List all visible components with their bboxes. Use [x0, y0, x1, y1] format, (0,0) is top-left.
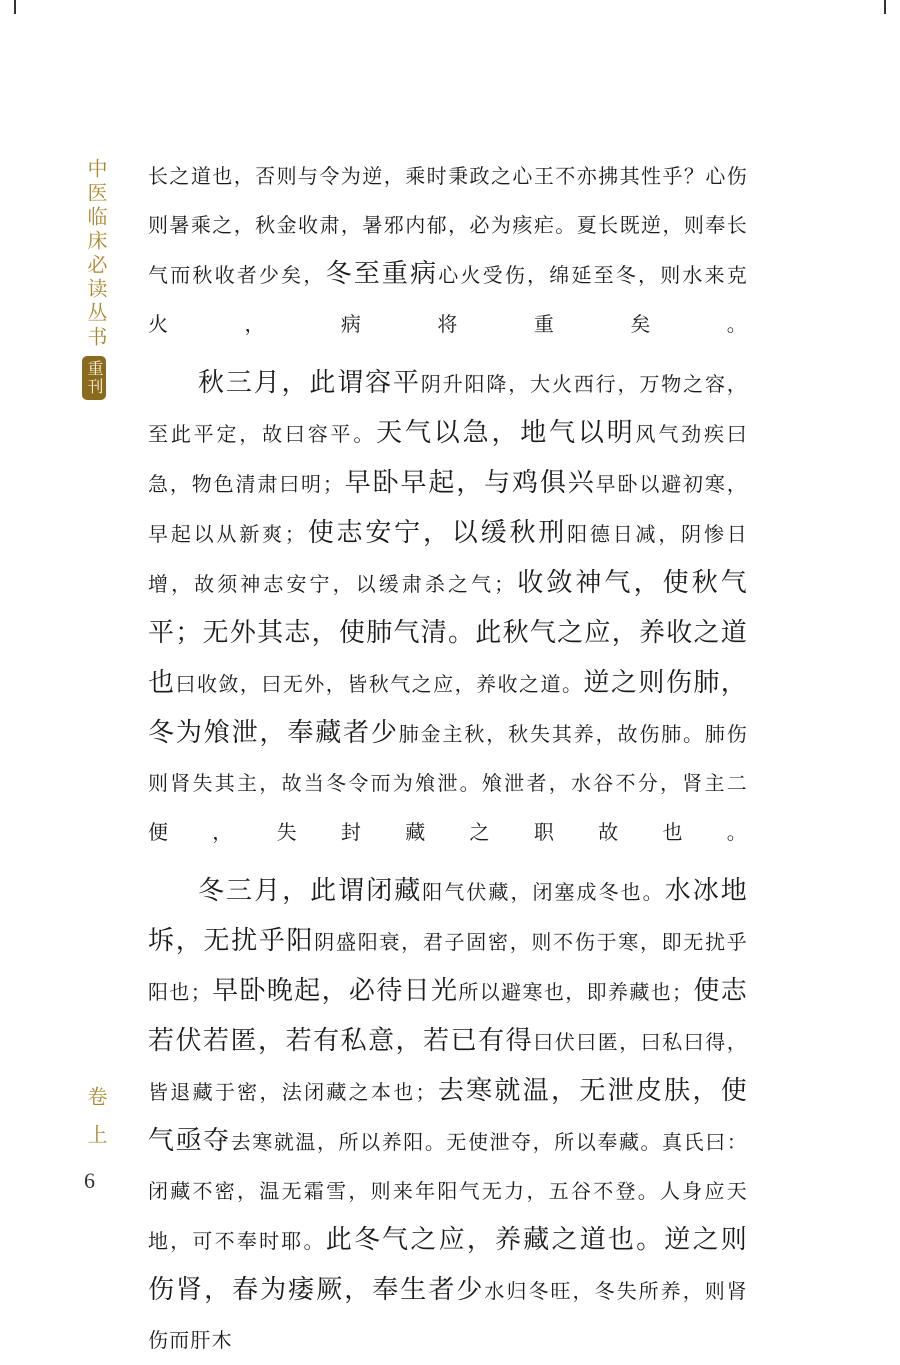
main-text: 早卧晚起，必待日光: [211, 976, 459, 1006]
paragraph-autumn: [148, 359, 748, 857]
paragraph-summer-end: [148, 152, 748, 349]
commentary-text: 阳气伏藏，闭塞成冬也。: [422, 880, 665, 904]
crop-mark-right: [884, 0, 900, 14]
main-text: 收敛神气，使秋气平；无外其志，使肺气清。此秋气之应，养收之道也: [148, 568, 748, 698]
main-text: 秋三月，此谓容平: [198, 368, 421, 398]
main-text: 使志若伏若匿，若有私意，若已有得: [148, 976, 748, 1056]
main-text: 天气以急，地气以明: [376, 418, 636, 448]
main-text: 此冬气之应，养藏之道也。逆之则伤肾，春为痿厥，奉生者少: [148, 1225, 748, 1305]
commentary-text: 长之道也，否则与令为逆，乘时秉政之心王不亦拂其性乎？心伤则暑乘之，秋金收肃，暑邪内郁，必为痎疟。夏长既逆，则奉长气而秋收者少矣，: [148, 164, 748, 287]
commentary-text: 阴升阳降，大火西行，万物之容，至此平定，故曰容平。: [148, 372, 749, 446]
volume-label: 卷上: [84, 1086, 108, 1162]
main-text: 逆之则伤肺，冬为飧泄，奉藏者少: [148, 668, 749, 748]
commentary-text: 早卧以避初寒，早起以从新爽；: [148, 472, 748, 546]
page-body: [148, 152, 748, 1365]
series-title: 中医临床必读丛书: [84, 158, 108, 350]
main-text: 冬三月，此谓闭藏: [198, 876, 423, 906]
commentary-text: 心火受伤，绵延至冬，则水来克火，病将重矣。: [148, 263, 748, 336]
series-sidebar: [79, 158, 111, 400]
commentary-text: 曰伏曰匿，曰私曰得，皆退藏于密，法闭藏之本也；: [148, 1030, 748, 1104]
commentary-text: 水归冬旺，冬失所养，则肾伤而肝木: [148, 1279, 748, 1352]
crop-mark-left: [0, 0, 16, 14]
commentary-text: 曰收敛，曰无外，皆秋气之应，养收之道。: [175, 672, 584, 696]
commentary-text: 所以避寒也，即养藏也；: [458, 980, 694, 1004]
reprint-badge: 重刊: [82, 356, 106, 400]
main-text: 使志安宁，以缓秋刑: [306, 518, 568, 548]
main-text: 冬至重病: [325, 259, 439, 289]
commentary-text: 去寒就温，所以养阳。无使泄夺，所以奉藏。真氏曰：闭藏不密，温无霜雪，则来年阳气无力，五谷不登。人身应天地，可不奉时耶。: [148, 1130, 748, 1253]
commentary-text: 阳德日减，阴惨日增，故须神志安宁，以缓肃杀之气；: [148, 522, 748, 596]
main-text: 早卧早起，与鸡俱兴: [344, 468, 596, 498]
commentary-text: 阴盛阳衰，君子固密，则不伤于寒，即无扰乎阳也；: [148, 930, 749, 1004]
main-text: 去寒就温，无泄皮肤，使气亟夺: [148, 1076, 748, 1156]
commentary-text: 风气劲疾曰急，物色清肃曰明；: [148, 422, 748, 496]
commentary-text: 肺金主秋，秋失其养，故伤肺。肺伤则肾失其主，故当冬令而为飧泄。飧泄者，水谷不分，肾主二便，失封藏之职故也。: [148, 722, 748, 844]
paragraph-winter: [148, 867, 748, 1365]
main-text: 水冰地坼，无扰乎阳: [148, 876, 748, 956]
page-number: 6: [84, 1168, 95, 1193]
